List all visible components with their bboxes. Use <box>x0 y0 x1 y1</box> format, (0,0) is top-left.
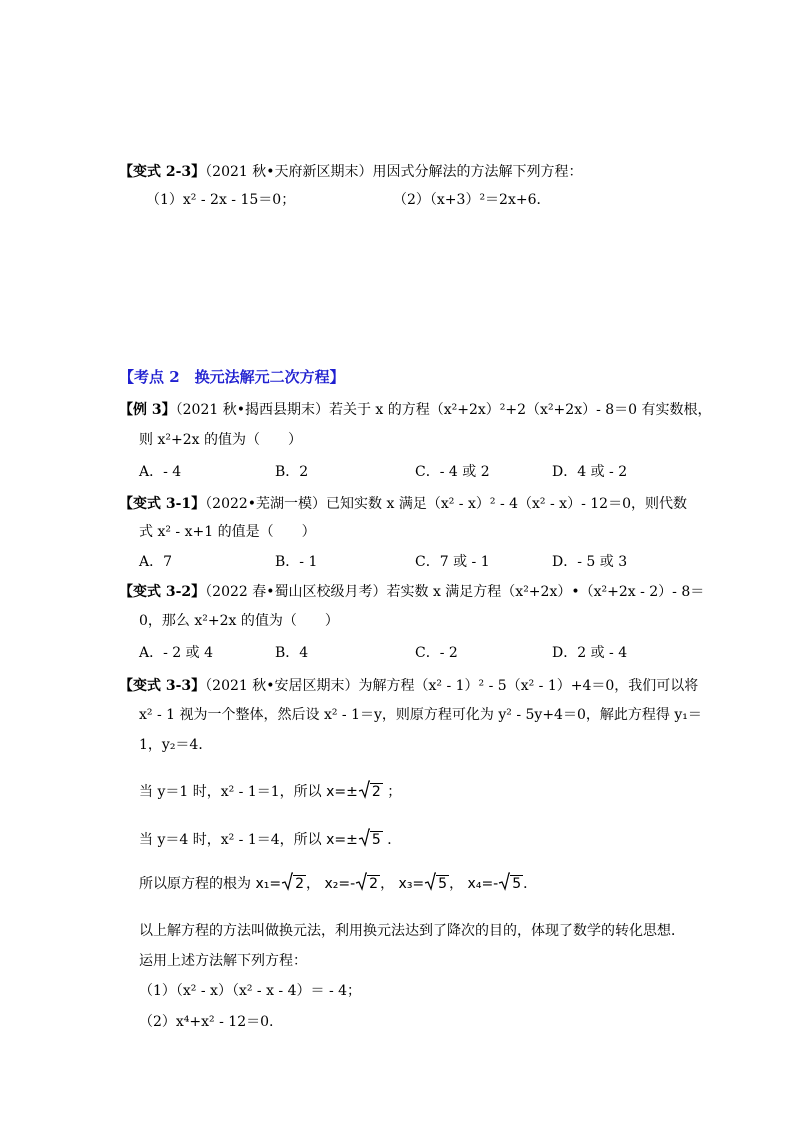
problem-1: （1）（x² - x）（x² - x - 4）＝ - 4； <box>139 983 362 999</box>
section-2-title: 【考点 2 换元法解元二次方程】 <box>119 368 345 386</box>
instruction: 运用上述方法解下列方程： <box>139 953 307 969</box>
variant-3-3-tag: 【变式 3-3】 <box>119 678 206 694</box>
example-3-line-2: 则 x²+2x 的值为（ ） <box>139 432 302 448</box>
sqrt-icon <box>358 779 370 805</box>
example-3-option-b: B．2 <box>275 464 309 480</box>
variant-3-3-text-1: （2021 秋•安居区期末）为解方程（x² - 1）² - 5（x² - 1）+4＝0，我们可以将 <box>205 678 699 694</box>
root-2 <box>324 876 380 892</box>
variant-3-2-tag: 【变式 3-2】 <box>119 584 206 600</box>
case-2-text: 当 y＝4 时，x² - 1＝4，所以 <box>139 832 322 848</box>
variant-3-2-option-b: B．4 <box>275 645 309 661</box>
variant-3-2-text-1: （2022 春•蜀山区校级月考）若实数 x 满足方程（x²+2x）•（x²+2x - 2）- 8＝ <box>205 584 705 600</box>
variant-3-1-option-a: A．7 <box>139 554 173 570</box>
problem-2: （2）x⁴+x² - 12＝0. <box>139 1014 274 1030</box>
roots-separator: ， <box>306 876 321 892</box>
variant-3-2-option-c: C．- 2 <box>415 645 458 661</box>
root-2-lhs: x₂=- <box>324 876 356 892</box>
root-1 <box>255 876 306 892</box>
root-3 <box>399 876 450 892</box>
variant-3-2-line-2: 0，那么 x²+2x 的值为（ ） <box>139 613 339 629</box>
case-2-expression <box>326 832 387 848</box>
example-3-text-1: （2021 秋•揭西县期末）若关于 x 的方程（x²+2x）²+2（x²+2x）- 8＝0 有实数根， <box>175 402 712 418</box>
variant-3-1-text-1: （2022•芜湖一模）已知实数 x 满足（x² - x）² - 4（x² - x）- 12＝0，则代数 <box>205 496 687 512</box>
variant-2-3-source: （2021 秋•天府新区期末）用因式分解法的方法解下列方程： <box>205 164 583 180</box>
variant-3-1-option-c: C．7 或 - 1 <box>415 554 490 570</box>
case-1-radicand: 2 <box>371 784 381 800</box>
roots-text: 所以原方程的根为 <box>139 876 251 892</box>
case-2-line <box>139 827 401 853</box>
variant-3-3-line-3: 1，y₂＝4． <box>139 737 213 753</box>
case-1-expression <box>326 784 387 800</box>
roots-end: ． <box>523 876 538 892</box>
example-3-option-d: D．4 或 - 2 <box>552 464 628 480</box>
variant-2-3-question-2: （2）（x+3）²＝2x+6． <box>393 192 551 208</box>
variant-3-3-line-1 <box>119 676 698 696</box>
variant-2-3-question-1: （1）x² - 2x - 15＝0； <box>146 192 296 208</box>
variant-3-1-line-1 <box>119 494 687 514</box>
case-1-end: ； <box>387 784 402 800</box>
roots-separator: ， <box>449 876 464 892</box>
sqrt-icon <box>424 871 436 897</box>
variant-3-2-line-1 <box>119 582 704 602</box>
root-3-radicand: 5 <box>438 876 448 892</box>
example-3-option-c: C．- 4 或 2 <box>415 464 490 480</box>
variant-3-1-line-2: 式 x² - x+1 的值是（ ） <box>139 524 316 540</box>
variant-3-1-option-d: D．- 5 或 3 <box>552 554 628 570</box>
sqrt-icon <box>355 871 367 897</box>
variant-3-3-line-2: x² - 1 视为一个整体，然后设 x² - 1＝y，则原方程可化为 y² - 5y+4＝0，解此方程得 y₁＝ <box>139 707 702 723</box>
case-1-line <box>139 779 401 805</box>
case-1-text: 当 y＝1 时，x² - 1＝1，所以 <box>139 784 322 800</box>
case-2-lhs: x=± <box>326 832 358 848</box>
sqrt-icon <box>281 871 293 897</box>
root-4-radicand: 5 <box>512 876 522 892</box>
variant-3-1-tag: 【变式 3-1】 <box>119 496 206 512</box>
root-3-lhs: x₃= <box>398 876 425 892</box>
sqrt-icon <box>498 871 510 897</box>
example-3-line-1 <box>119 400 712 420</box>
roots-line <box>139 871 537 897</box>
case-2-end: ． <box>387 832 402 848</box>
case-1-lhs: x=± <box>326 784 358 800</box>
variant-3-2-option-a: A．- 2 或 4 <box>139 645 214 661</box>
method-summary: 以上解方程的方法叫做换元法，利用换元法达到了降次的目的，体现了数学的转化思想． <box>139 923 685 939</box>
example-3-option-a: A．- 4 <box>139 464 182 480</box>
case-2-radicand: 5 <box>371 832 381 848</box>
root-2-radicand: 2 <box>369 876 379 892</box>
root-4-lhs: x₄=- <box>467 876 499 892</box>
root-1-lhs: x₁= <box>255 876 282 892</box>
variant-3-2-option-d: D．2 或 - 4 <box>552 645 628 661</box>
root-4 <box>468 876 524 892</box>
sqrt-icon <box>358 827 370 853</box>
roots-separator: ， <box>380 876 395 892</box>
root-1-radicand: 2 <box>295 876 305 892</box>
example-3-tag: 【例 3】 <box>119 402 176 418</box>
variant-2-3-tag: 【变式 2-3】 <box>119 164 206 180</box>
variant-3-1-option-b: B．- 1 <box>275 554 318 570</box>
variant-2-3-heading <box>119 162 583 182</box>
